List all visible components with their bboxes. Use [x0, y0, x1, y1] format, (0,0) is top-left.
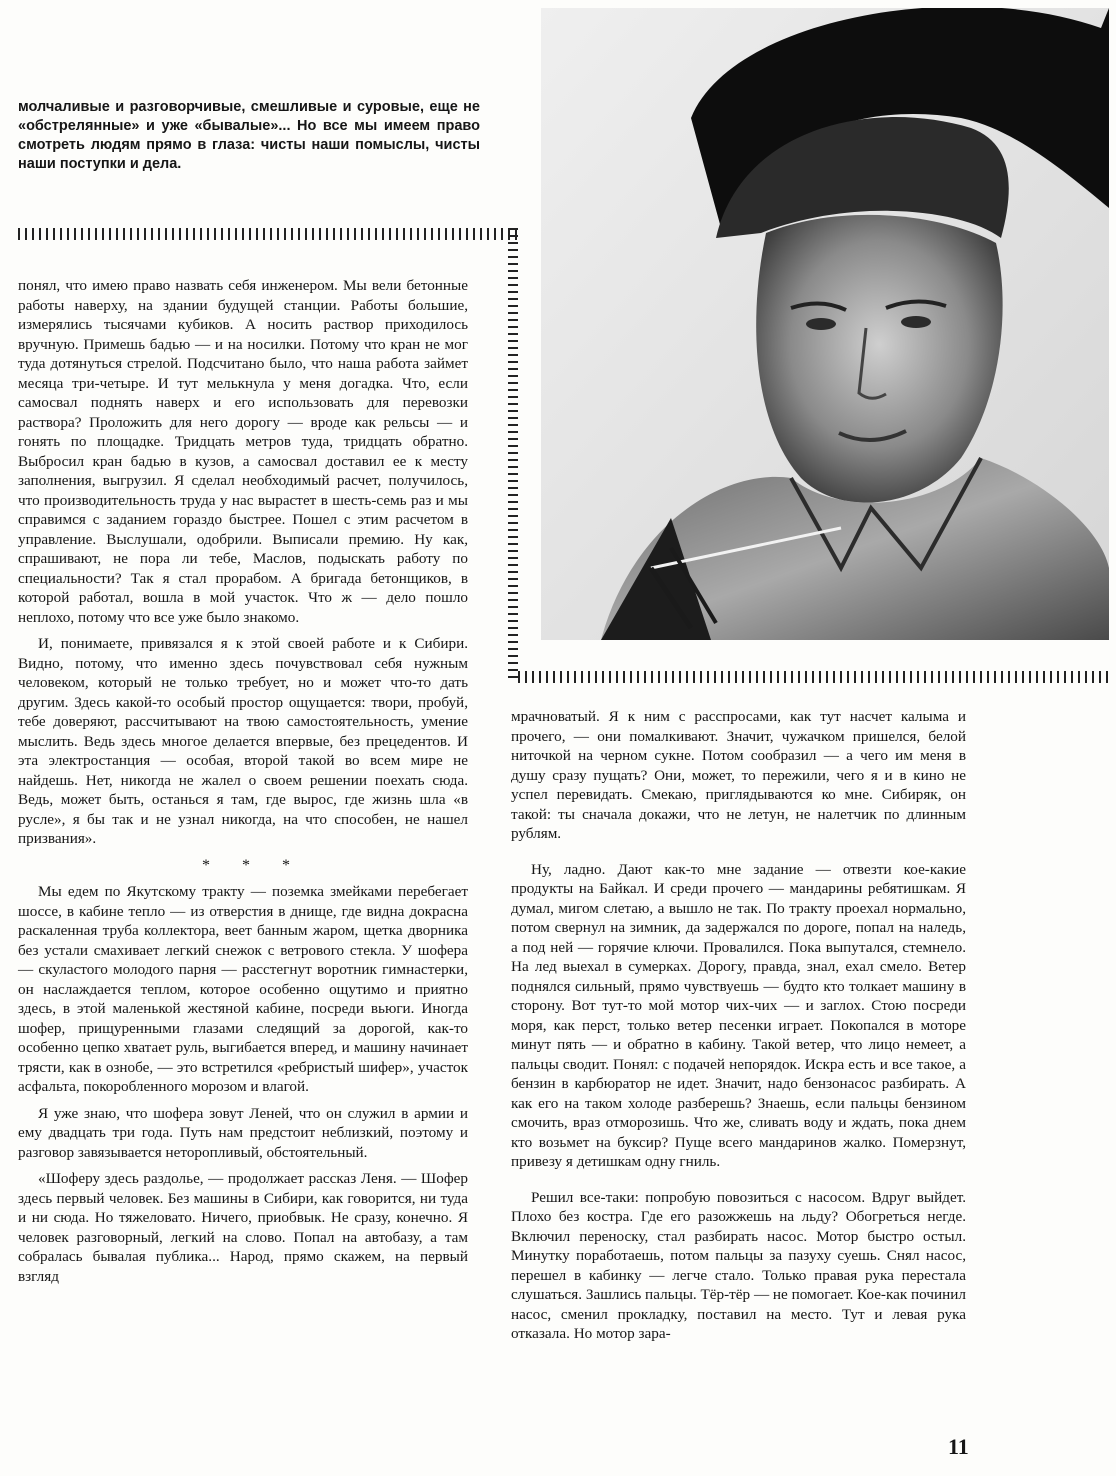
section-separator: * * *	[202, 856, 304, 874]
right-column	[511, 707, 966, 1351]
left-column	[18, 276, 468, 1293]
page-number: 11	[948, 1434, 969, 1459]
intro-text: молчаливые и разговорчивые, смешливые и суровые, еще не «обстрелянные» и уже «бывалые»... Но все мы имеем право смотреть людям прямо в глаза: чисты наши помыслы, чисты наши поступки и дела.	[18, 99, 480, 172]
paragraph: понял, что имею право назвать себя инженером. Мы вели бетонные работы наверху, на здании будущей станции. Работы большие, измерялись тысячами кубиков. А носить раствор приходилось вручную. Примешь бадью — и на носилки. Потому что кран не мог туда дотянуться стрелой. Подсчитано было, что наша работа займет месяца три-четыре. И тут мелькнула у меня догадка. Что, если самосвал поднять наверх и его использовать для перевозки раствора? Проложить для него дорогу — вроде как рельсы — и гонять по площадке. Тридцать метров туда, тридцать обратно. Выбросил кран бадью в кузов, а самосвал доставил ее к месту заполнения, выгрузил. Я сделал необходимый расчет, получилось, что производительность труда у нас вырастет в шесть-семь раз и мы справимся с заданием гораздо быстрее. Пошел с этим расчетом в управление. Выслушали, одобрили. Выписали премию. Ну как, спрашивают, не пора ли тебе, Маслов, подыскать работу по специальности? Так я стал прорабом. А бригада бетонщиков, в которой работал, вошла в мой участок. Что ж — дело пошло неплохо, потому что все уже было знакомо.	[18, 277, 468, 626]
paragraph: Ну, ладно. Дают как-то мне задание — отвезти кое-какие продукты на Байкал. И среди прочего — мандарины ребятишкам. Я думал, мигом слетаю, а вышло не так. По тракту проехал нормально, потом свернул на зимник, да задержался по дороге, попал на наледь, а под ней — горячие ключи. Провалился. Пока выпутался, стемнело. На лед выехал в сумерках. Дорогу, правда, знал, ехал смело. Ветер поднялся сильный, прямо чувствуешь — будто кто толкает машину в сторону. Вот тут-то мой мотор чих-чих — и заглох. Стою посреди моря, как перст, только ветер песенки играет. Покопался в моторе минут пять — и обратно в кабину. Такой ветер, что лицо немеет, а пальцы сводит. Понял: с подачей непорядок. Искра есть и все такое, а бензин в карбюратор не идет. Значит, надо бензонасос разбирать. А как его на таком холоде разберешь? Знаешь, если пальцы бензином смочить, враз отморозишь. Что же, сливать воду и ждать, пока днем кто возьмет на буксир? Пуще всего мандаринов жалко. Померзнут, привезу я детишкам одну гниль.	[511, 860, 966, 1170]
portrait-photo	[541, 8, 1109, 640]
paragraph: И, понимаете, привязался я к этой своей работе и к Сибири. Видно, потому, что именно здесь почувствовал себя нужным человеком, который не только требует, но и может что-то дать другим. Здесь какой-то особый простор ощущается: твори, пробуй, тебе доверяют, рассчитывают на твою самостоятельность, умение мыслить. Ведь здесь многое делается впервые, без прецедентов. И эта электростанция — особая, второй такой во всем мире не найдешь. Нет, никогда не жалел о своем решении поехать сюда. Ведь, может быть, останься я там, где вырос, где жизнь шла «в русле», я бы так и не узнал никогда, на что способен, не нашел призвания».	[18, 635, 468, 847]
paragraph: Я уже знаю, что шофера зовут Леней, что он служил в армии и ему двадцать три года. Путь нам предстоит неблизкий, поэтому и разговор завязывается неторопливый, обстоятельный.	[18, 1104, 468, 1161]
decorative-tick-rule	[18, 228, 518, 240]
decorative-tick-rule-photo	[518, 671, 1108, 683]
paragraph: Мы едем по Якутскому тракту — поземка змейками перебегает шоссе, в кабине тепло — из отверстия в днище, где видна докрасна раскаленная труба коллектора, веет банным жаром, щетка дворника без устали смахивает легкий снежок с ветрового стекла. У шофера — скуластого молодого парня — расстегнут воротник гимнастерки, он наслаждается теплом, которое особенно ощутимо и приятно здесь, в этой маленькой жестяной кабине, посреди вьюги. Иногда шофер, прищуренными глазами следящий за дорогой, как-то особенно цепко хватает руль, выгибается вперед, и машину начинает трясти, как в ознобе, — это встретился «ребристый шифер», участок асфальта, покоробленного морозом и влагой.	[18, 883, 468, 1095]
decorative-tick-rule-vertical	[508, 228, 518, 683]
paragraph: «Шоферу здесь раздолье, — продолжает рассказ Леня. — Шофер здесь первый человек. Без машины в Сибири, как говорится, ни туда и ни сюда. Но тяжеловато. Ничего, приобвык. Не сразу, конечно. Я человек разговорный, легкий на слово. Попал на автобазу, а там собралась бывалая публика... Народ, прямо скажем, на первый взгляд	[18, 1170, 468, 1285]
paragraph: мрачноватый. Я к ним с расспросами, как тут насчет калыма и прочего, — они помалкивают. Значит, чужачком пришелся, белой ниточкой на черном сукне. Потом сообразил — а чего им меня в душу сразу пущать? Они, может, то пережили, чего я и в кино не успел перевидать. Смекаю, приглядываются ко мне. Сибиряк, он такой: ты сначала докажи, что не летун, не налетчик по длинным рублям.	[511, 708, 966, 842]
paragraph: Решил все-таки: попробую повозиться с насосом. Вдруг выйдет. Плохо без костра. Где его разожжешь на льду? Обогреться негде. Включил переноску, стал разбирать насос. Мотор быстро остыл. Минутку поработаешь, потом пальцы за пазуху суешь. Снял насос, перешел в кабинку — легче стало. Только правая рука перестала слушаться. Зашлись пальцы. Тёр-тёр — не помогает. Кое-как починил насос, сменил прокладку, поставил на место. Тут и левая рука отказала. Но мотор зара-	[511, 1188, 966, 1342]
